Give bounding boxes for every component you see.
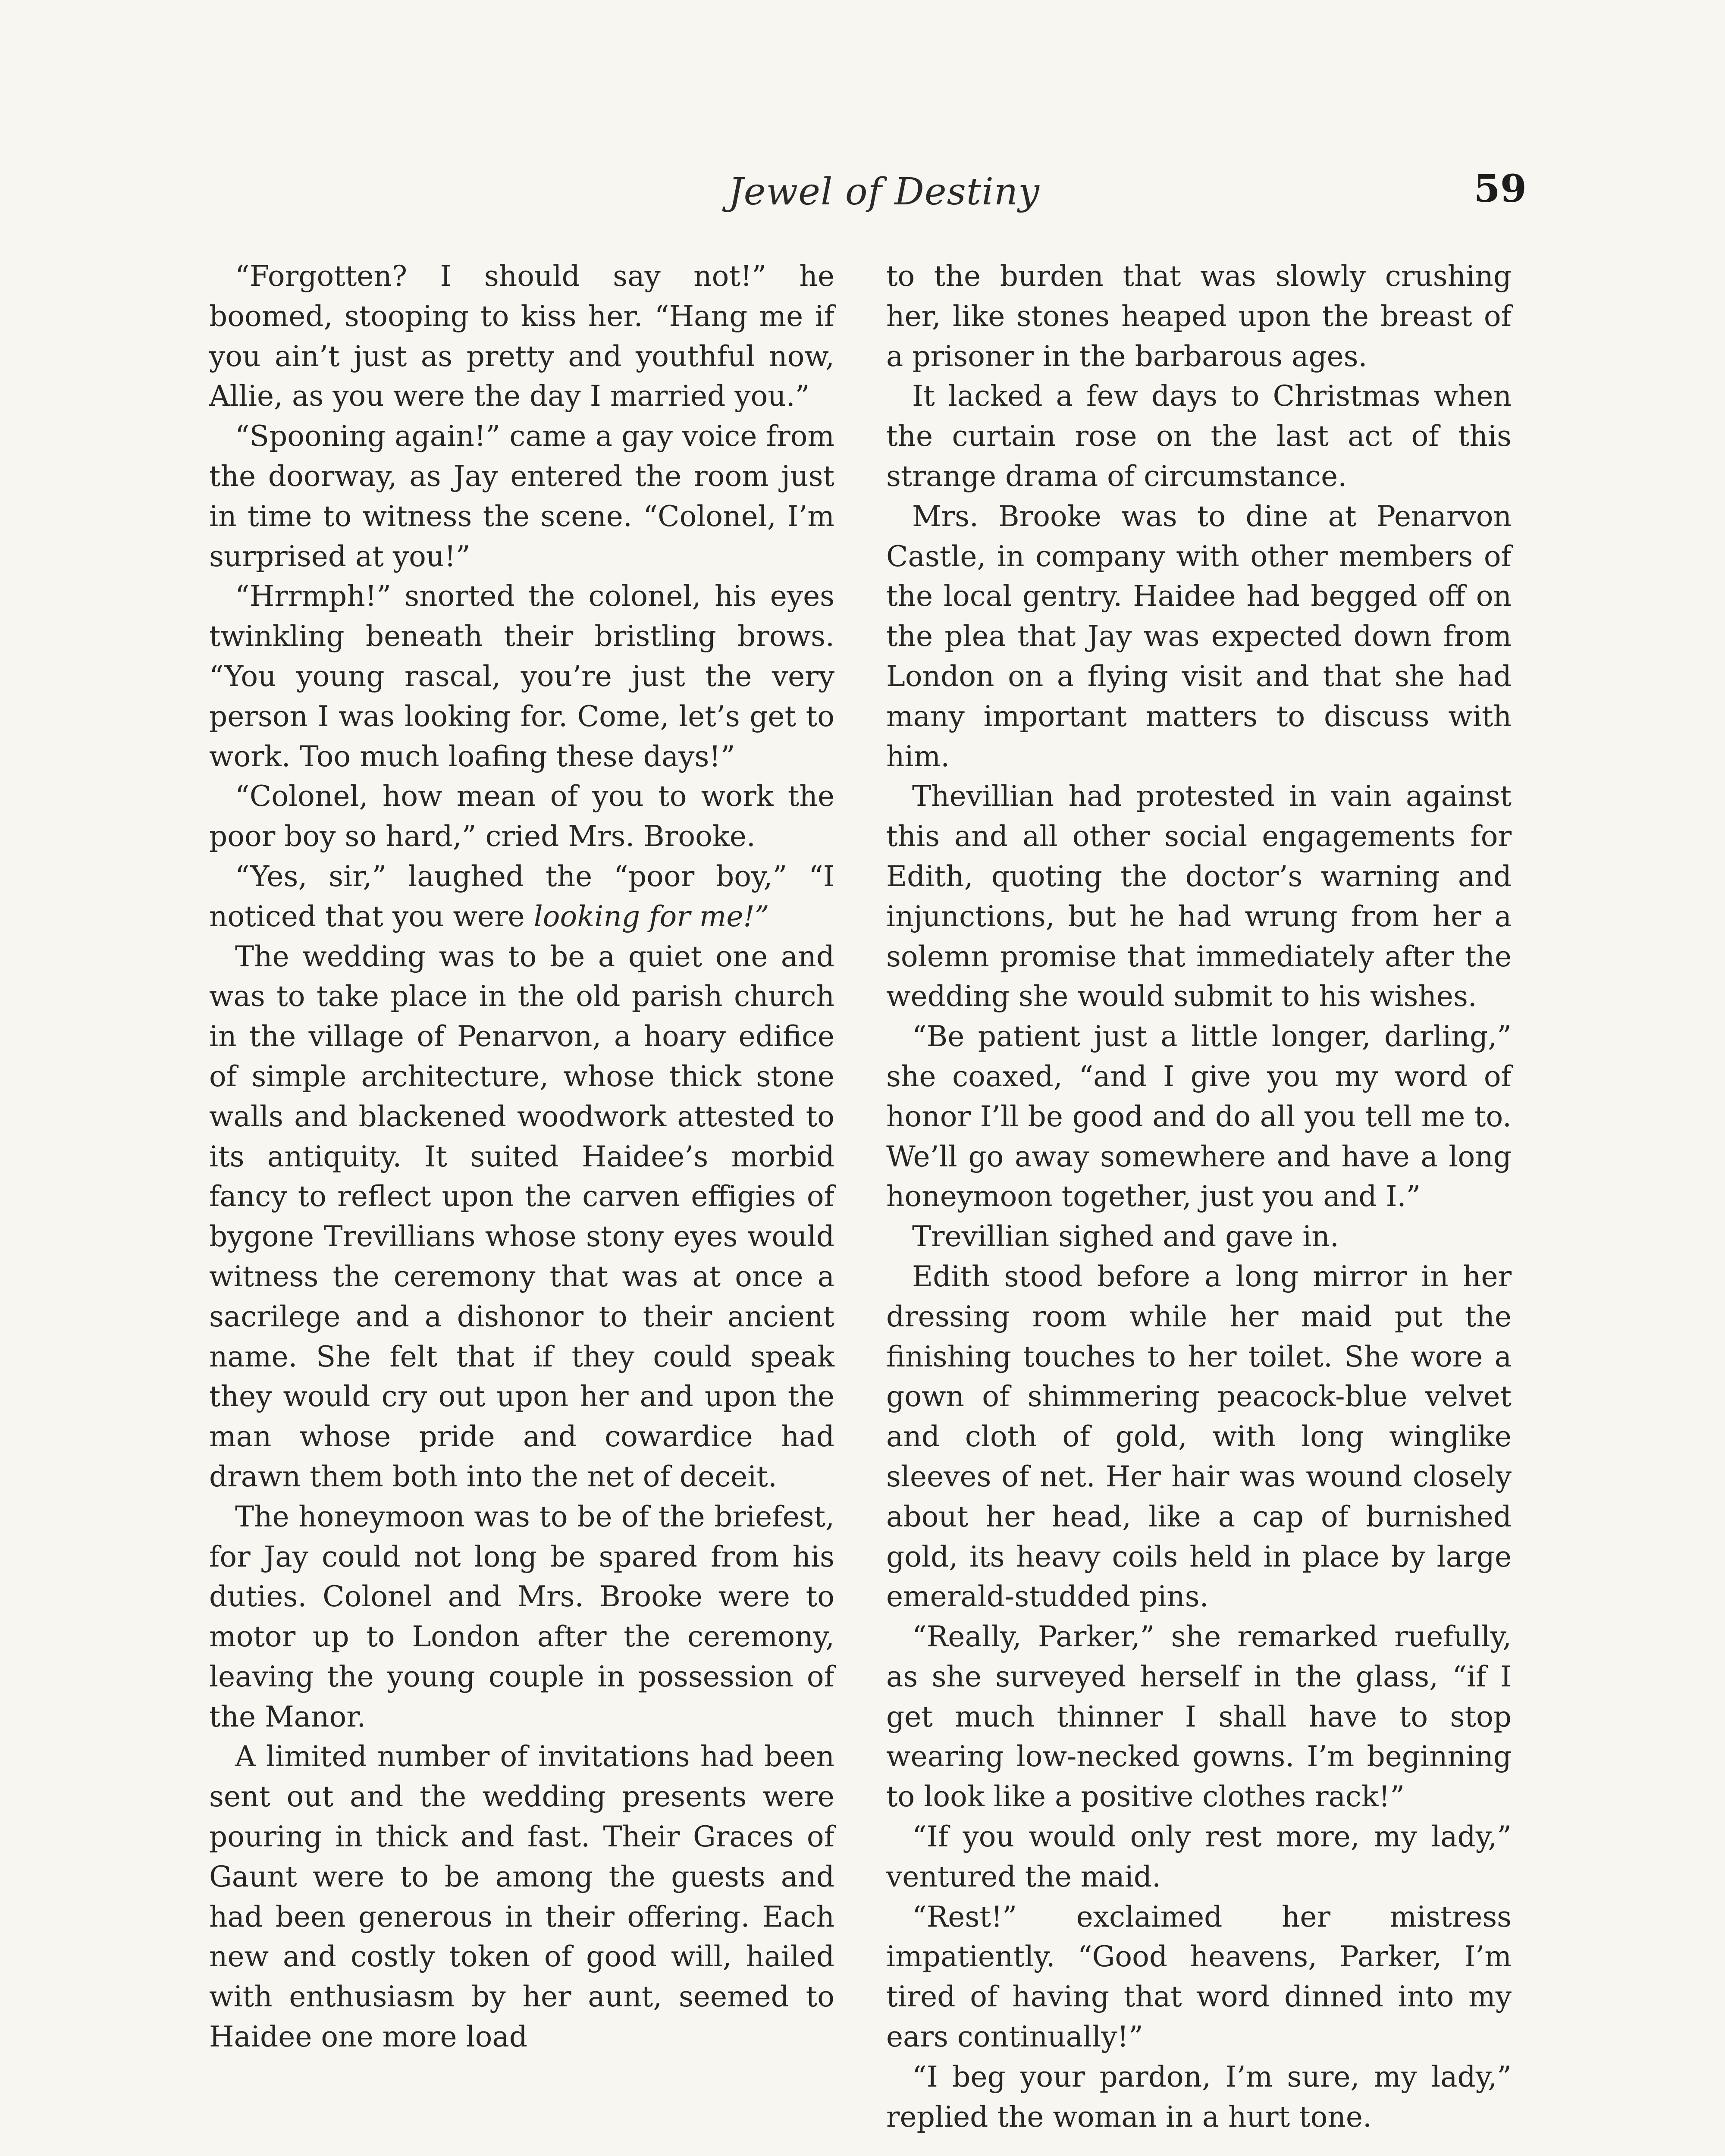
paragraph	[209, 1497, 834, 1737]
italic-text: looking for me!”	[533, 899, 769, 933]
paragraph	[886, 1217, 1512, 1257]
left-text-column	[209, 257, 834, 2057]
paragraph	[886, 1617, 1512, 1817]
paragraph	[886, 1897, 1512, 2057]
paragraph-text: Mrs. Brooke was to dine at Penarvon Castle, in company with other members of the local gentry. Haidee had begged off on the plea that Jay was expected down from London on a flying visit and that she had many important matters to discuss with him.	[886, 499, 1512, 773]
paragraph-text: “Be patient just a little longer, darling,” she coaxed, “and I give you my word of honor I’ll be good and do all you tell me to. We’ll go away somewhere and have a long honeymoon together, just you and I.”	[886, 1020, 1512, 1213]
paragraph	[886, 257, 1512, 376]
running-title: Jewel of Destiny	[728, 170, 1040, 213]
paragraph-text: “Colonel, how mean of you to work the poor boy so hard,” cried Mrs. Brooke.	[209, 780, 834, 853]
paragraph	[886, 497, 1512, 777]
paragraph	[886, 1257, 1512, 1617]
paragraph-text: “Yes, sir,” laughed the “poor boy,” “I noticed that you were	[209, 859, 834, 933]
paragraph	[886, 1817, 1512, 1897]
paragraph-text: “Spooning again!” came a gay voice from the doorway, as Jay entered the room just in time to witness the scene. “Colonel, I’m surprised at you!”	[209, 420, 834, 573]
paragraph-text: The honeymoon was to be of the briefest, for Jay could not long be spared from his duties. Colonel and Mrs. Brooke were to motor up to London after the ceremony, leaving the young couple in possession of the Manor.	[209, 1500, 834, 1733]
paragraph-text: “If you would only rest more, my lady,” ventured the maid.	[886, 1820, 1512, 1893]
paragraph	[886, 2057, 1512, 2137]
paragraph	[209, 577, 834, 777]
paragraph-text: “I beg your pardon, I’m sure, my lady,” replied the woman in a hurt tone.	[886, 2060, 1512, 2134]
paragraph	[209, 417, 834, 577]
paragraph-text: “Hrrmph!” snorted the colonel, his eyes twinkling beneath their bristling brows. “You young rascal, you’re just the very person I was looking for. Come, let’s get to work. Too much loafing these days!”	[209, 580, 834, 773]
paragraph-text: “Forgotten? I should say not!” he boomed, stooping to kiss her. “Hang me if you ain’t just as pretty and youthful now, Allie, as you were the day I married you.”	[209, 260, 834, 413]
paragraph	[209, 257, 834, 417]
paragraph	[886, 376, 1512, 496]
paragraph-text: “Really, Parker,” she remarked ruefully, as she surveyed herself in the glass, “if I get much thinner I shall have to stop wearing low-necked gowns. I’m beginning to look like a positive clothes rack!”	[886, 1620, 1512, 1814]
paragraph-text: The wedding was to be a quiet one and was to take place in the old parish church in the village of Penarvon, a hoary edifice of simple architecture, whose thick stone walls and blackened woodwork attested to its antiquity. It suited Haidee’s morbid fancy to reflect upon the carven effigies of bygone Trevillians whose stony eyes would witness the ceremony that was at once a sacrilege and a dishonor to their ancient name. She felt that if they could speak they would cry out upon her and upon the man whose pride and cowardice had drawn them both into the net of deceit.	[209, 940, 834, 1493]
paragraph	[886, 1017, 1512, 1217]
paragraph	[209, 777, 834, 857]
paragraph-text: Trevillian sighed and gave in.	[912, 1220, 1339, 1253]
paragraph	[209, 937, 834, 1497]
paragraph-text: to the burden that was slowly crushing her, like stones heaped upon the breast of a prisoner in the barbarous ages.	[886, 260, 1512, 373]
right-text-column	[886, 257, 1512, 2137]
paragraph-text: A limited number of invitations had been sent out and the wedding presents were pouring in thick and fast. Their Graces of Gaunt were to be among the guests and had been generous in their offering. Each new and costly token of good will, hailed with enthusiasm by her aunt, seemed to Haidee one more load	[209, 1740, 834, 2054]
paragraph	[209, 1737, 834, 2057]
paragraph-text: Edith stood before a long mirror in her dressing room while her maid put the finishing touches to her toilet. She wore a gown of shimmering peacock-blue velvet and cloth of gold, with long winglike sleeves of net. Her hair was wound closely about her head, like a cap of burnished gold, its heavy coils held in place by large emerald-studded pins.	[886, 1260, 1512, 1614]
paragraph-text: Thevillian had protested in vain against this and all other social engagements for Edith, quoting the doctor’s warning and injunctions, but he had wrung from her a solemn promise that immediately after the wedding she would submit to his wishes.	[886, 780, 1512, 1013]
paragraph	[209, 857, 834, 937]
page-number: 59	[1474, 166, 1527, 211]
paragraph-text: It lacked a few days to Christmas when the curtain rose on the last act of this strange drama of circumstance.	[886, 379, 1512, 493]
paragraph-text: “Rest!” exclaimed her mistress impatiently. “Good heavens, Parker, I’m tired of having that word dinned into my ears continually!”	[886, 1900, 1512, 2054]
paragraph	[886, 777, 1512, 1017]
